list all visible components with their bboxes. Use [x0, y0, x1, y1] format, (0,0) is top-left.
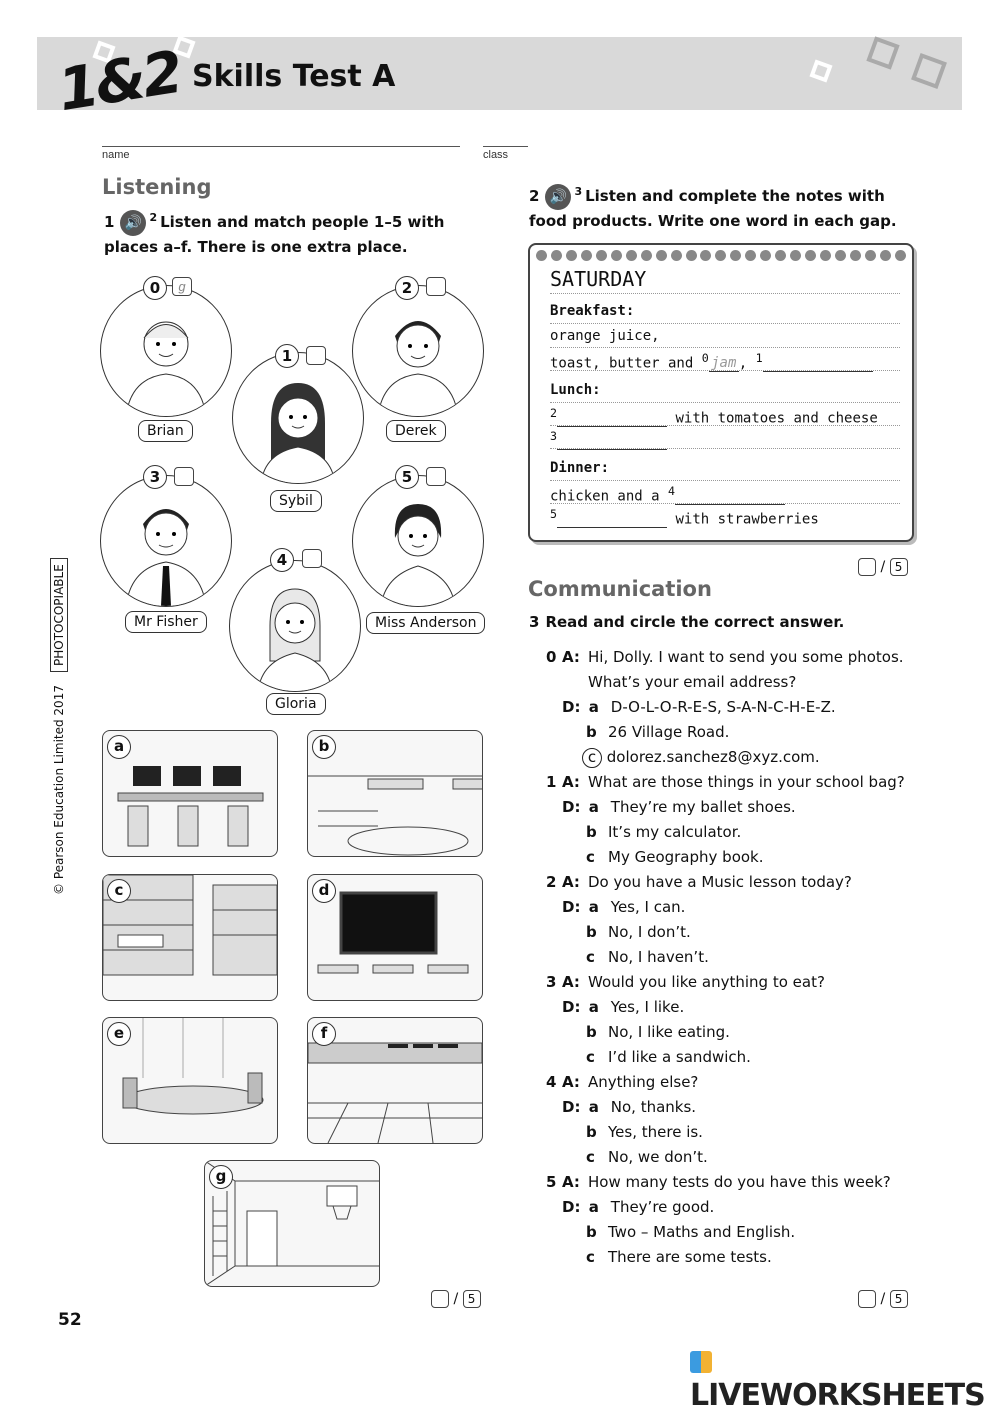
audio-speaker-icon[interactable]: 🔊	[545, 184, 571, 210]
score-total: 5	[463, 1290, 481, 1308]
question-text	[588, 645, 904, 695]
breakfast-line-1: orange juice,	[550, 328, 660, 344]
speaker-label: D:	[562, 798, 581, 816]
lunch-line-1	[550, 406, 878, 427]
listening-heading	[102, 175, 212, 199]
man-portrait-icon	[101, 476, 231, 606]
answer-box-0[interactable]: g	[172, 277, 192, 296]
question-text: Do you have a Music lesson today?	[588, 873, 852, 891]
notepad-rule	[550, 425, 900, 426]
woman-portrait-icon	[353, 476, 483, 606]
notepad-rule	[550, 323, 900, 324]
exercise-2-instruction	[529, 181, 909, 232]
number-badge: 3	[143, 465, 167, 489]
instruction-text: Listen and match people 1–5 with places a–f. There is one extra place.	[104, 213, 445, 256]
gap-number: 3	[550, 429, 558, 443]
name-label: name	[102, 149, 130, 161]
place-g-gym	[204, 1160, 380, 1287]
question-text: What are those things in your school bag?	[588, 773, 905, 791]
exercise-3-instruction	[529, 611, 844, 633]
option-text: No, thanks.	[610, 1098, 697, 1116]
option-text: They’re my ballet shoes.	[610, 798, 796, 816]
option-text: My Geography book.	[608, 848, 764, 866]
speaker-label: A:	[562, 648, 580, 666]
circled-answer: c	[582, 748, 602, 768]
person-circle-sybil	[232, 352, 364, 484]
option-letter: c	[586, 848, 595, 866]
option-letter: a	[588, 698, 599, 716]
girl-portrait-icon	[230, 561, 360, 691]
speaker-label: D:	[562, 698, 581, 716]
option-row[interactable]	[546, 720, 916, 745]
option-text: Yes, there is.	[608, 1123, 703, 1141]
item-number: 0	[546, 648, 557, 666]
score-total: 5	[890, 1290, 908, 1308]
option-letter: b	[586, 723, 597, 741]
speaker-label: A:	[562, 873, 580, 891]
item-number: 4	[546, 1073, 557, 1091]
score-box[interactable]	[431, 1290, 449, 1308]
number-badge: 4	[270, 548, 294, 572]
option-text: I’d like a sandwich.	[608, 1048, 751, 1066]
dialogue-item-5	[546, 1170, 916, 1195]
question-line: What’s your email address?	[588, 673, 797, 691]
exercise-number: 3	[529, 613, 540, 631]
option-text: No, I don’t.	[608, 923, 691, 941]
place-f-canteen	[307, 1017, 483, 1144]
page-title: Skills Test A	[192, 59, 396, 94]
option-text: Yes, I like.	[610, 998, 685, 1016]
nameplate-sybil: Sybil	[270, 490, 322, 512]
item-number: 3	[546, 973, 557, 991]
question-text: How many tests do you have this week?	[588, 1173, 891, 1191]
option-letter: b	[586, 1123, 597, 1141]
item-number: 1	[546, 773, 557, 791]
option-row[interactable]	[546, 1145, 916, 1170]
class-label: class	[483, 149, 509, 161]
notepad-rule	[550, 480, 900, 481]
speaker-label: D:	[562, 898, 581, 916]
option-text: dolorez.sanchez8@xyz.com.	[606, 748, 820, 766]
option-letter: a	[588, 798, 599, 816]
lunch-label: Lunch:	[550, 382, 601, 398]
answer-box-5[interactable]	[426, 467, 446, 486]
speaker-label: A:	[562, 1073, 580, 1091]
option-row[interactable]	[546, 845, 916, 870]
gap-5-input[interactable]	[557, 511, 667, 528]
person-circle-miss-anderson	[352, 475, 484, 607]
person-circle-derek	[352, 285, 484, 417]
place-label: a	[107, 735, 131, 759]
dialogue-item-0	[546, 645, 916, 695]
class-line[interactable]	[483, 146, 528, 147]
answer-box-3[interactable]	[174, 467, 194, 486]
question-line: Hi, Dolly. I want to send you some photos.	[588, 648, 904, 666]
question-text: Would you like anything to eat?	[588, 973, 825, 991]
person-circle-mr-fisher	[100, 475, 232, 607]
lunch-line-1-suffix: with tomatoes and cheese	[675, 410, 878, 427]
option-row[interactable]	[546, 1095, 916, 1120]
option-letter: b	[586, 823, 597, 841]
exercise-1-instruction	[104, 207, 489, 258]
boy-portrait-icon	[353, 286, 483, 416]
audio-speaker-icon[interactable]: 🔊	[120, 210, 146, 236]
place-label: f	[312, 1022, 336, 1046]
option-row[interactable]	[546, 920, 916, 945]
exercise-number: 1	[104, 213, 115, 231]
dialogue-item-3	[546, 970, 916, 995]
dinner-line-1	[550, 484, 785, 505]
score-ex1: / 5	[431, 1290, 481, 1308]
option-letter: a	[588, 1198, 599, 1216]
liveworksheets-icon	[690, 1351, 712, 1373]
answer-box-1[interactable]	[306, 346, 326, 365]
option-letter: a	[588, 1098, 599, 1116]
person-circle-gloria	[229, 560, 361, 692]
number-badge: 2	[395, 276, 419, 300]
notepad-rule	[550, 293, 900, 294]
lunch-line-2	[550, 429, 667, 450]
option-letter: c	[586, 1248, 595, 1266]
speaker-label: A:	[562, 773, 580, 791]
track-number: 3	[574, 185, 583, 198]
speaker-label: A:	[562, 1173, 580, 1191]
place-label: d	[312, 879, 336, 903]
option-text: D-O-L-O-R-E-S, S-A-N-C-H-E-Z.	[610, 698, 836, 716]
option-letter: a	[588, 998, 599, 1016]
notepad-rule	[550, 448, 900, 449]
option-text: There are some tests.	[608, 1248, 772, 1266]
exercise-number: 2	[529, 187, 540, 205]
option-row[interactable]	[546, 945, 916, 970]
option-letter: c	[586, 1048, 595, 1066]
breakfast-label: Breakfast:	[550, 303, 635, 319]
option-row[interactable]	[546, 795, 916, 820]
gap-number: 0	[701, 351, 709, 365]
option-letter: b	[586, 1223, 597, 1241]
instruction-text: Read and circle the correct answer.	[545, 613, 845, 631]
notepad-rule	[550, 503, 900, 504]
speaker-label: A:	[562, 973, 580, 991]
speaker-label: D:	[562, 1098, 581, 1116]
answer-box-4[interactable]	[302, 549, 322, 568]
nameplate-derek: Derek	[386, 420, 446, 442]
photocopiable-label: PHOTOCOPIABLE	[50, 558, 68, 672]
dialogue-item-1	[546, 770, 916, 795]
score-total: 5	[890, 558, 908, 576]
notepad-rings	[536, 250, 906, 264]
page-number: 52	[58, 1310, 82, 1330]
option-text: 26 Village Road.	[608, 723, 730, 741]
option-letter: c	[586, 948, 595, 966]
place-a-computer-room	[102, 730, 278, 857]
notepad-rule	[550, 347, 900, 348]
option-row[interactable]	[546, 745, 916, 770]
name-line[interactable]	[102, 146, 460, 147]
score-ex2: / 5	[858, 558, 908, 576]
notepad-rule	[550, 402, 900, 403]
number-badge: 5	[395, 465, 419, 489]
dinner-line-2-suffix: with strawberries	[675, 511, 819, 528]
gap-number: 1	[755, 351, 763, 365]
communication-heading	[528, 577, 712, 601]
option-row[interactable]	[546, 1245, 916, 1270]
section-heading: Listening	[102, 175, 212, 199]
nameplate-miss-anderson: Miss Anderson	[366, 612, 485, 634]
dinner-line-1-text: chicken and a	[550, 488, 660, 505]
option-row[interactable]	[546, 820, 916, 845]
option-text: No, I like eating.	[608, 1023, 730, 1041]
brand-name: LIVEWORKSHEETS	[690, 1378, 985, 1413]
girl-portrait-icon	[233, 353, 363, 483]
track-number: 2	[149, 211, 158, 224]
option-row[interactable]	[546, 1120, 916, 1145]
option-row[interactable]	[546, 995, 916, 1020]
item-number: 2	[546, 873, 557, 891]
score-box[interactable]	[858, 1290, 876, 1308]
option-text: No, I haven’t.	[608, 948, 709, 966]
dialogue-list	[546, 645, 916, 1270]
unit-number: 1&2	[53, 37, 185, 125]
option-letter: b	[586, 1023, 597, 1041]
nameplate-mr-fisher: Mr Fisher	[125, 611, 207, 633]
score-box[interactable]	[858, 558, 876, 576]
option-letter: a	[588, 898, 599, 916]
gap-number: 2	[550, 406, 558, 420]
brand-logo[interactable]	[690, 1343, 999, 1413]
option-text: Two – Maths and English.	[608, 1223, 796, 1241]
option-text: It’s my calculator.	[608, 823, 742, 841]
option-text: Yes, I can.	[610, 898, 686, 916]
notepad-rule	[550, 370, 900, 371]
item-number: 5	[546, 1173, 557, 1191]
option-letter: b	[586, 923, 597, 941]
score-ex3: / 5	[858, 1290, 908, 1308]
option-text: No, we don’t.	[608, 1148, 708, 1166]
place-label: b	[312, 735, 336, 759]
option-row[interactable]	[546, 895, 916, 920]
boy-portrait-icon	[101, 286, 231, 416]
nameplate-brian: Brian	[138, 420, 193, 442]
option-row[interactable]	[546, 695, 916, 720]
option-row[interactable]	[546, 1020, 916, 1045]
place-label: g	[209, 1165, 233, 1189]
dinner-line-2	[550, 507, 819, 528]
notepad	[528, 243, 914, 542]
option-letter: c	[586, 1148, 595, 1166]
option-row[interactable]	[546, 1220, 916, 1245]
section-heading: Communication	[528, 577, 712, 601]
example-answer: jam	[709, 355, 739, 372]
breakfast-line-2-text: toast, butter and	[550, 355, 694, 372]
answer-box-2[interactable]	[426, 277, 446, 296]
place-e-staffroom	[102, 1017, 278, 1144]
copyright-text: © Pearson Education Limited 2017	[52, 685, 66, 895]
nameplate-gloria: Gloria	[266, 693, 326, 715]
option-row[interactable]	[546, 1195, 916, 1220]
place-label: c	[107, 879, 131, 903]
number-badge: 1	[275, 344, 299, 368]
question-text: Anything else?	[588, 1073, 699, 1091]
notepad-day: SATURDAY	[550, 267, 647, 291]
dialogue-item-2	[546, 870, 916, 895]
option-row[interactable]	[546, 1045, 916, 1070]
speaker-label: D:	[562, 998, 581, 1016]
gap-number: 5	[550, 507, 558, 521]
breakfast-line-2: toast, butter and $^0$ jam , $^1$	[550, 351, 873, 372]
instruction-text: Listen and complete the notes with food products. Write one word in each gap.	[529, 187, 897, 230]
place-b-playground	[307, 730, 483, 857]
dinner-label: Dinner:	[550, 460, 610, 476]
speaker-label: D:	[562, 1198, 581, 1216]
dialogue-item-4	[546, 1070, 916, 1095]
option-text: They’re good.	[610, 1198, 715, 1216]
place-c-library	[102, 874, 278, 1001]
place-label: e	[107, 1022, 131, 1046]
gap-number: 4	[668, 484, 676, 498]
number-badge: 0	[143, 276, 167, 300]
person-circle-brian	[100, 285, 232, 417]
place-d-classroom	[307, 874, 483, 1001]
